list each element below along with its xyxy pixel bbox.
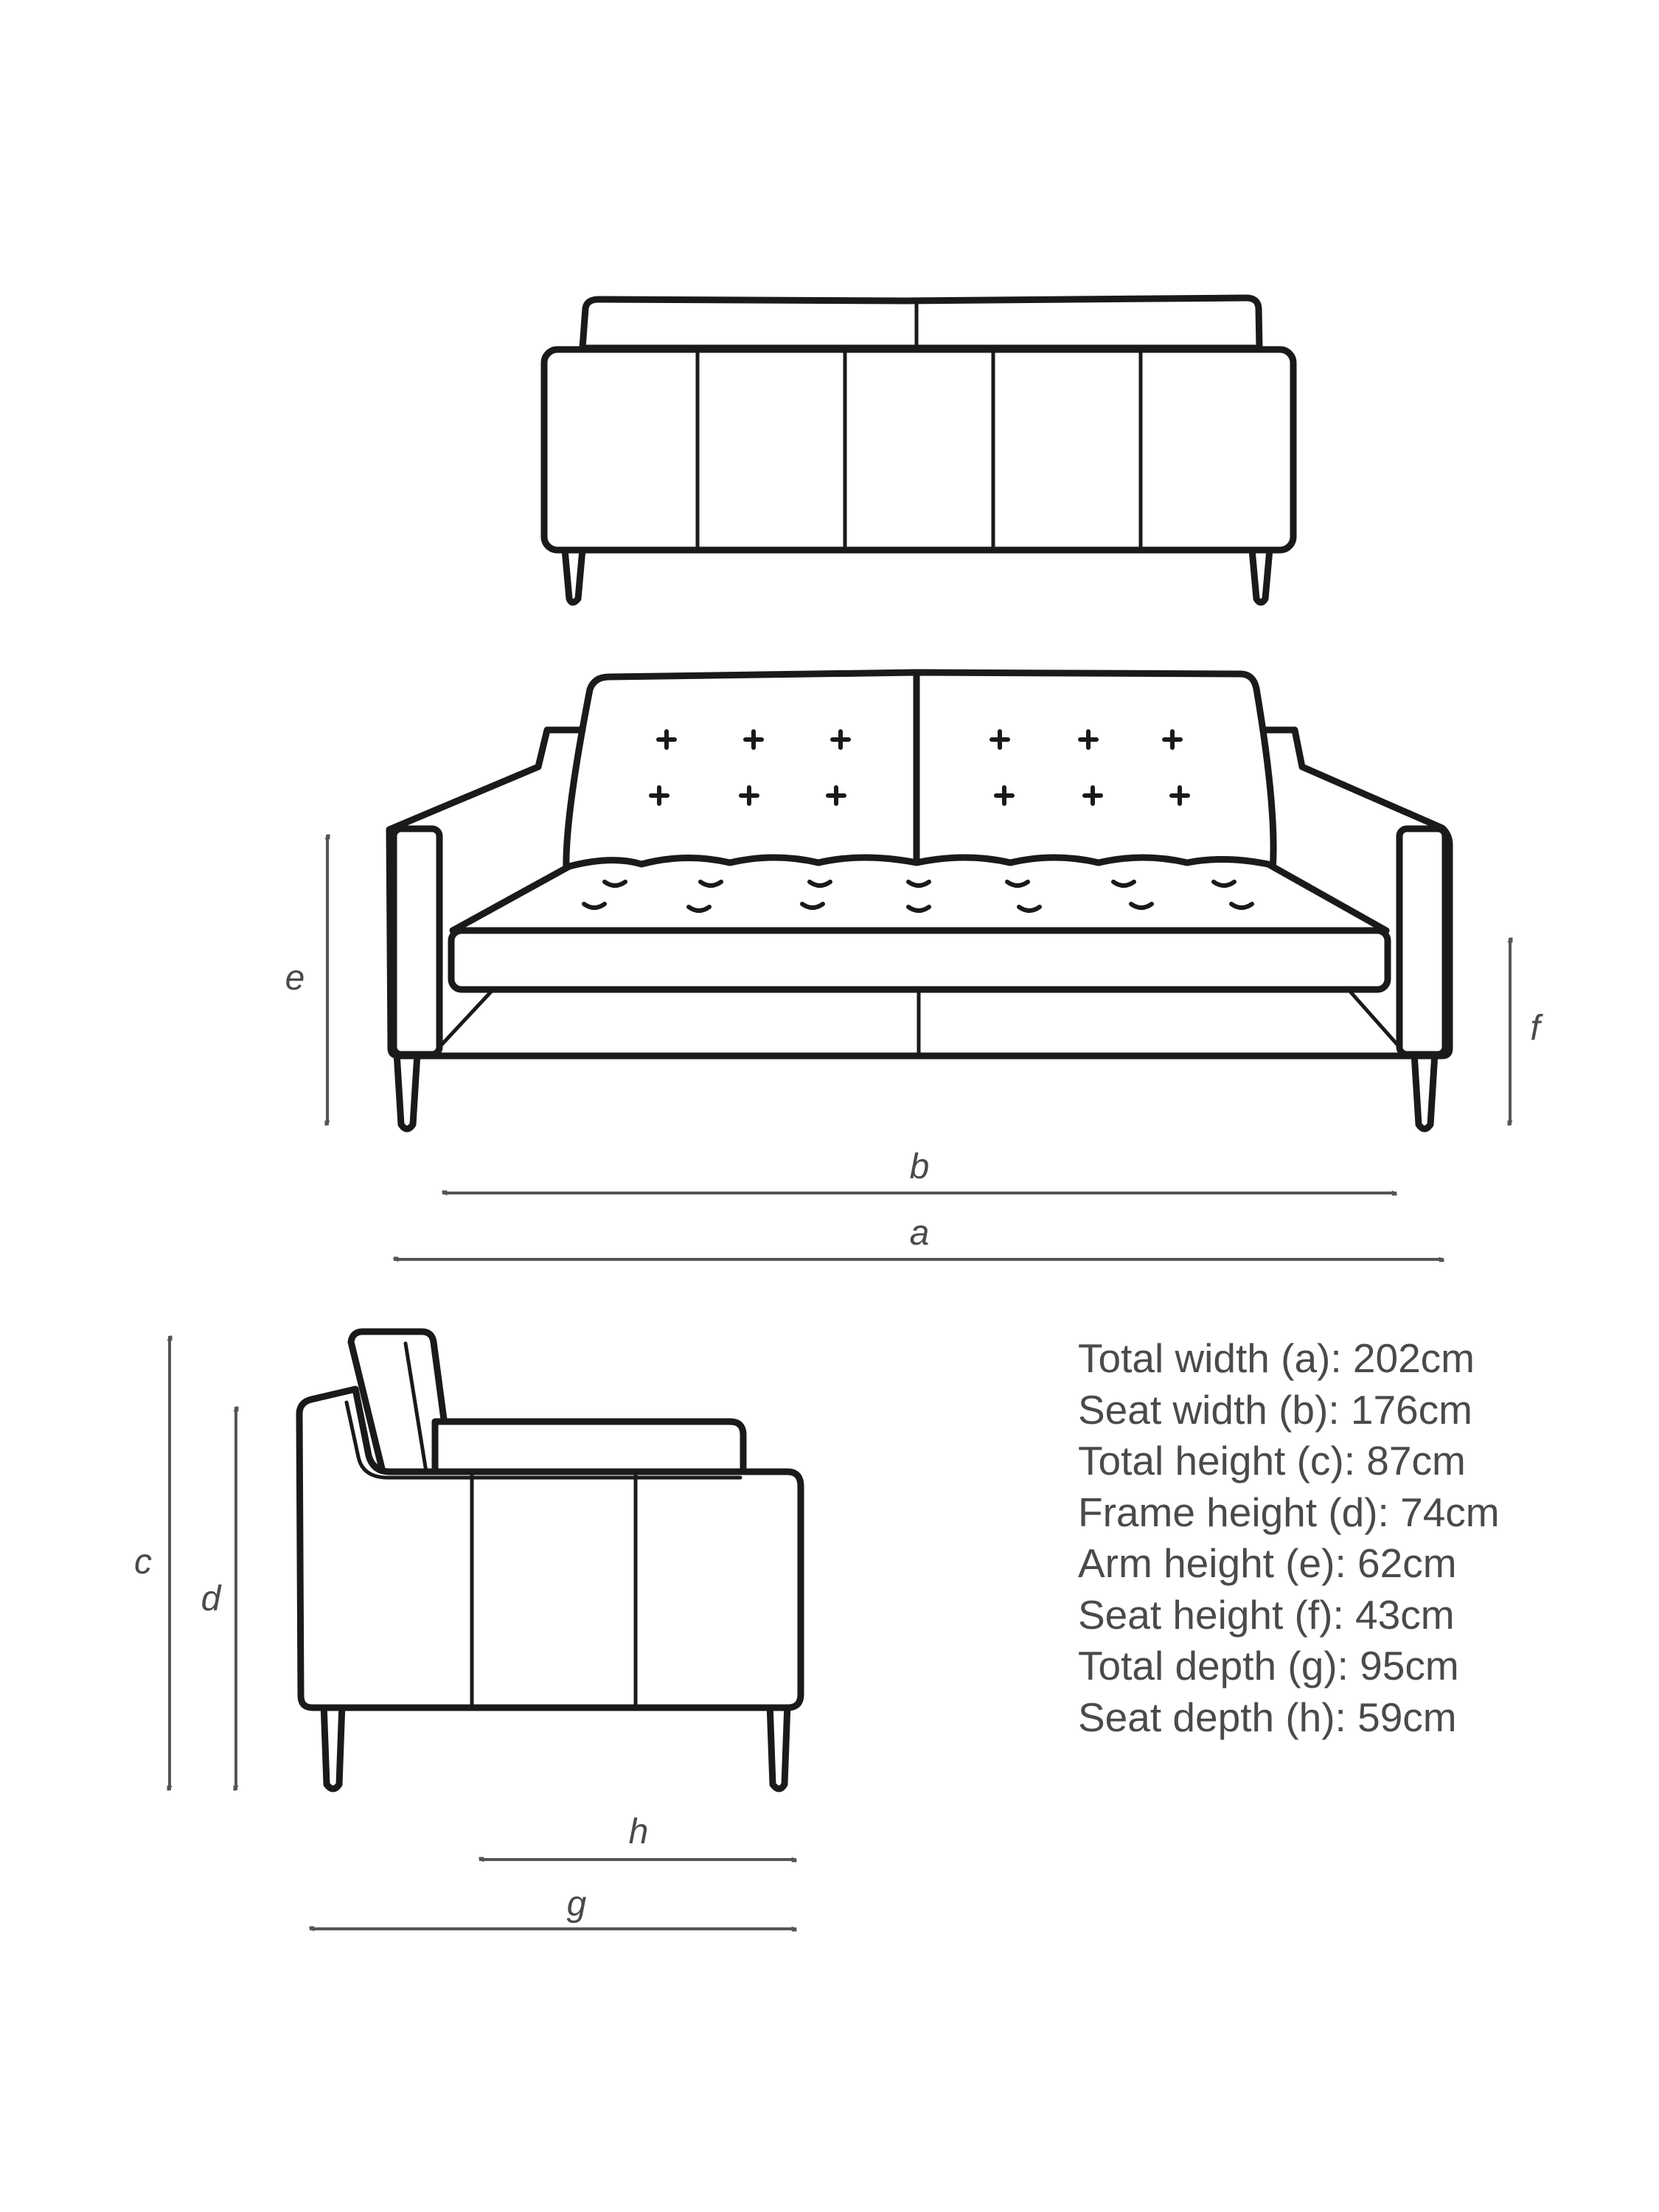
front-view-seat-cushion [453,858,1386,931]
spec-seat-width: Seat width (b): 176cm [1078,1386,1472,1433]
dimension-letter-h: h [628,1812,649,1851]
dimension-letter-c: c [134,1543,152,1582]
front-view-leg-left [397,1053,417,1129]
side-view-leg-back [770,1703,787,1789]
dimension-letter-d: d [201,1579,221,1618]
front-view-seat-cushion-front [451,931,1388,990]
front-view-leg-right [1414,1053,1435,1129]
side-view-arm-rest [435,1422,743,1472]
spec-frame-height: Frame height (d): 74cm [1078,1489,1500,1535]
sofa-front-view [389,672,1450,1129]
sofa-back-view [544,298,1293,602]
back-view-frame [544,349,1293,550]
sofa-side-view [299,1332,801,1789]
back-view-leg-left [565,549,582,602]
spec-arm-height: Arm height (e): 62cm [1078,1540,1457,1586]
back-view-cushion-top [582,298,1259,348]
spec-seat-depth: Seat depth (h): 59cm [1078,1694,1457,1740]
spec-total-depth: Total depth (g): 95cm [1078,1643,1459,1688]
dimension-letter-g: g [566,1885,587,1924]
dimension-letter-a: a [909,1214,930,1253]
dimension-letter-e: e [285,959,305,998]
front-view-right-arm [1399,829,1445,1054]
back-view-leg-right [1252,549,1270,602]
spec-seat-height: Seat height (f): 43cm [1078,1591,1455,1638]
front-view-back-cushion-right [917,672,1273,870]
dimension-specifications-list [1078,1333,1500,1743]
front-view-back-cushion-left [566,672,917,870]
side-view-leg-front [324,1703,342,1789]
spec-total-width: Total width (a): 202cm [1078,1335,1475,1381]
dimension-letter-f: f [1530,1009,1540,1048]
spec-total-height: Total height (c): 87cm [1078,1438,1466,1484]
dimension-letter-b: b [909,1147,930,1186]
front-view-left-arm [394,829,439,1054]
